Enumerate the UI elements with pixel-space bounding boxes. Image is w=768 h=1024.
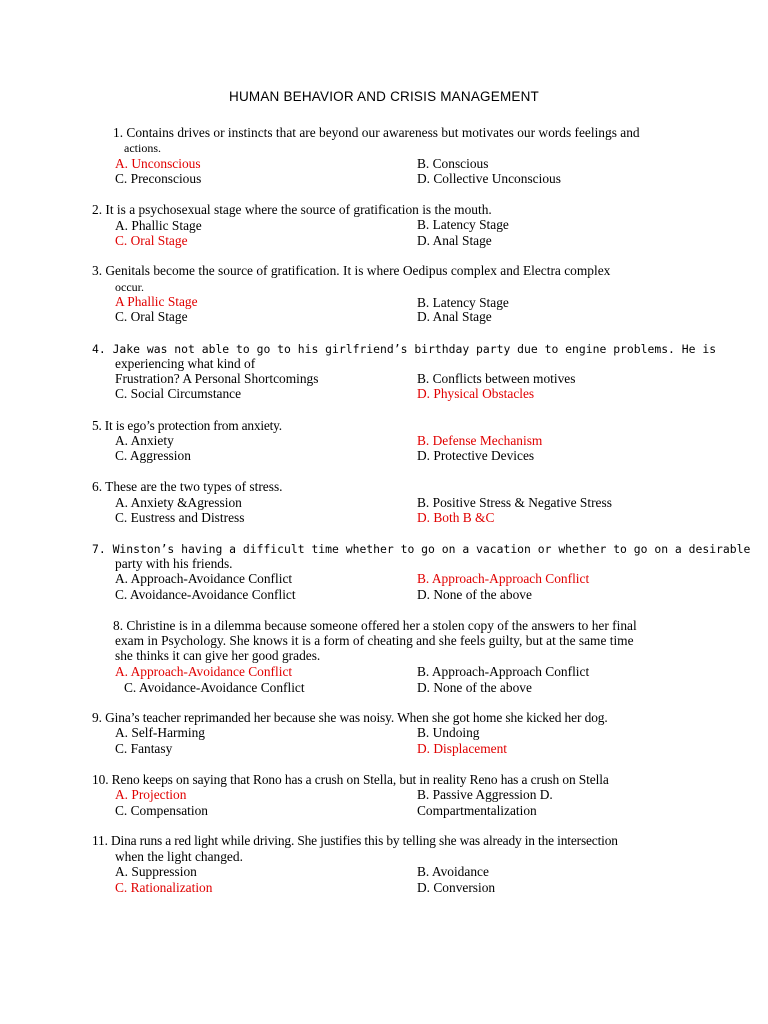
question-11-option-d: D. Conversion [417, 880, 496, 895]
question-4-text-cont: experiencing what kind of [115, 356, 256, 371]
question-9-text: 9. Gina’s teacher reprimanded her because she was noisy. When she got home she kicked her dog. [92, 710, 608, 725]
question-2-option-d: D. Anal Stage [417, 233, 492, 248]
question-4-option-a: Frustration? A Personal Shortcomings [115, 371, 319, 386]
question-3-text-cont: occur. [115, 280, 144, 294]
question-3-option-d: D. Anal Stage [417, 309, 492, 324]
question-10-option-a: A. Projection [115, 787, 187, 802]
question-11-option-c: C. Rationalization [115, 880, 213, 895]
question-2-option-c: C. Oral Stage [115, 233, 188, 248]
question-1-option-d: D. Collective Unconscious [417, 171, 561, 186]
question-6-option-a: A. Anxiety &Agression [115, 495, 242, 510]
question-10-option-b: B. Passive Aggression D. [417, 787, 553, 802]
question-5-text: 5. It is ego’s protection from anxiety. [92, 418, 282, 433]
question-6-option-c: C. Eustress and Distress [115, 510, 245, 525]
question-6-option-b: B. Positive Stress & Negative Stress [417, 495, 612, 510]
question-1-text: 1. Contains drives or instincts that are beyond our awareness but motivates our words feelings and [113, 125, 640, 140]
question-9-option-a: A. Self-Harming [115, 725, 205, 740]
question-6-text: 6. These are the two types of stress. [92, 479, 283, 494]
question-5-option-b: B. Defense Mechanism [417, 433, 543, 448]
question-11-text-cont: when the light changed. [115, 849, 243, 864]
question-10-option-c: C. Compensation [115, 803, 208, 818]
question-7-text-cont: party with his friends. [115, 556, 233, 571]
question-7-option-d: D. None of the above [417, 587, 532, 602]
question-11-text: 11. Dina runs a red light while driving. She justifies this by telling she was already in the intersection [92, 833, 618, 848]
question-1-option-b: B. Conscious [417, 156, 489, 171]
question-4-option-b: B. Conflicts between motives [417, 371, 576, 386]
question-9-option-d: D. Displacement [417, 741, 507, 756]
question-9-option-b: B. Undoing [417, 725, 480, 740]
question-8-text-cont-1: exam in Psychology. She knows it is a form of cheating and she feels guilty, but at the same time [115, 633, 634, 648]
page-title: HUMAN BEHAVIOR AND CRISIS MANAGEMENT [229, 89, 539, 104]
question-10-text: 10. Reno keeps on saying that Rono has a crush on Stella, but in reality Reno has a crush on Stella [92, 772, 609, 787]
question-9-option-c: C. Fantasy [115, 741, 173, 756]
question-2-option-b: B. Latency Stage [417, 217, 509, 232]
question-8-option-b: B. Approach-Approach Conflict [417, 664, 590, 679]
question-2-option-a: A. Phallic Stage [115, 218, 202, 233]
question-4-option-d: D. Physical Obstacles [417, 386, 535, 401]
question-8-text-cont-2: she thinks it can give her good grades. [115, 648, 321, 663]
question-6-option-d: D. Both B &C [417, 510, 495, 525]
question-5-option-a: A. Anxiety [115, 433, 174, 448]
question-7-option-c: C. Avoidance-Avoidance Conflict [115, 587, 296, 602]
question-5-option-d: D. Protective Devices [417, 448, 535, 463]
question-8-option-c: C. Avoidance-Avoidance Conflict [124, 680, 305, 695]
question-1-text-cont: actions. [124, 141, 161, 155]
question-2-text: 2. It is a psychosexual stage where the source of gratification is the mouth. [92, 202, 492, 217]
question-3-option-b: B. Latency Stage [417, 295, 509, 310]
question-5-option-c: C. Aggression [115, 448, 191, 463]
question-3-option-a: A Phallic Stage [115, 294, 198, 309]
question-10-option-d: Compartmentalization [417, 803, 537, 818]
question-4-option-c: C. Social Circumstance [115, 386, 242, 401]
question-3-option-c: C. Oral Stage [115, 309, 188, 324]
question-7-option-a: A. Approach-Avoidance Conflict [115, 571, 293, 586]
question-1-option-c: C. Preconscious [115, 171, 202, 186]
question-1-option-a: A. Unconscious [115, 156, 201, 171]
question-7-text: 7. Winston’s having a difficult time whether to go on a vacation or whether to go on a desirable [92, 542, 751, 556]
question-8-text: 8. Christine is in a dilemma because someone offered her a stolen copy of the answers to her final [113, 618, 637, 633]
question-3-text: 3. Genitals become the source of gratification. It is where Oedipus complex and Electra complex [92, 263, 611, 278]
question-7-option-b: B. Approach-Approach Conflict [417, 571, 590, 586]
question-8-option-a: A. Approach-Avoidance Conflict [115, 664, 293, 679]
question-4-text: 4. Jake was not able to go to his girlfriend’s birthday party due to engine problems. He is [92, 342, 717, 356]
question-11-option-b: B. Avoidance [417, 864, 489, 879]
question-8-option-d: D. None of the above [417, 680, 532, 695]
question-11-option-a: A. Suppression [115, 864, 197, 879]
